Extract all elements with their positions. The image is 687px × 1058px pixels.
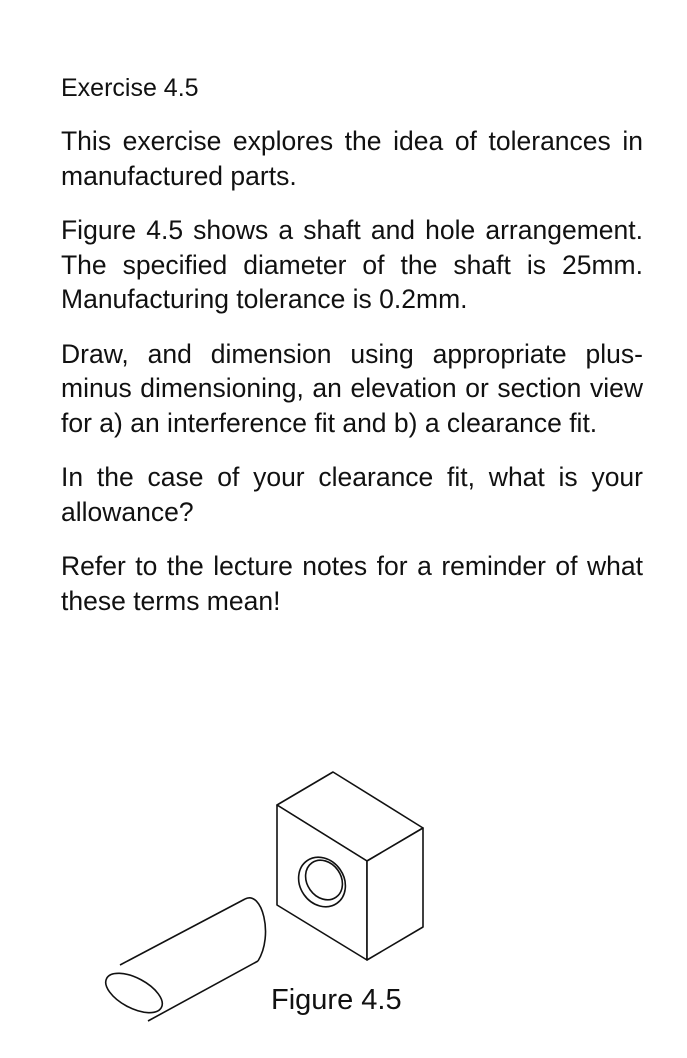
cube-with-hole-drawing-icon (277, 772, 423, 960)
task-paragraph: Draw, and dimension using appropriate plus-minus dimensioning, an elevation or section view for a) an interference fit and b) a clearance fit. (61, 338, 643, 438)
exercise-title: Exercise 4.5 (61, 74, 199, 102)
figure-description-paragraph: Figure 4.5 shows a shaft and hole arrangement. The specified diameter of the shaft is 25mm. Manufacturing tolerance is 0.2mm. (61, 215, 643, 314)
cylindrical-shaft-drawing-icon (100, 898, 266, 1021)
intro-paragraph: This exercise explores the idea of tolerances in manufactured parts. (61, 126, 643, 191)
figure-caption: Figure 4.5 (271, 984, 402, 1016)
reminder-paragraph: Refer to the lecture notes for a reminder of what these terms mean! (61, 551, 643, 616)
allowance-question-paragraph: In the case of your clearance fit, what is your allowance? (61, 462, 643, 527)
